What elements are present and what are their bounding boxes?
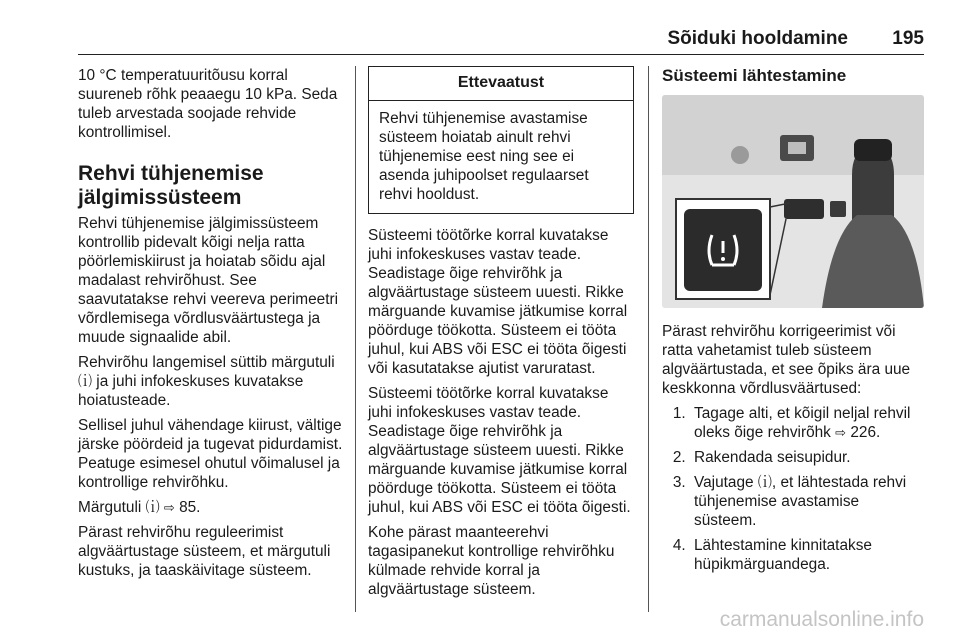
column-middle [368,66,634,605]
paragraph-warning-light [78,353,346,410]
reset-steps-list [662,404,924,574]
paragraph-system-description: Rehvi tühjenemise jälgimissüsteem kontrollib pidevalt kõigi nelja ratta pöörlemiskiirust ja hoiatab sõidu ajal madalast rehvirõhust. See saavutatakse rehvi veereva perimeetri võrdlemisega võrdlusväärtustega ja muude signaalide abil. [78,215,339,346]
watermark: carmanualsonline.info [719,608,924,631]
list-item: 4. Lähtestamine kinnitatakse hüpikmärguandega. [690,536,924,574]
column-right [662,66,924,580]
tpms-warning-icon: ⒤ [78,373,92,389]
column-left [78,66,346,586]
list-item [690,404,924,442]
page-header [78,28,924,55]
text-fragment: , et lähtestada rehvi tühjenemise avastamise süsteem. [694,474,907,529]
tpms-button-photo [662,95,924,308]
caution-title: Ettevaatust [369,67,633,101]
text-fragment: Vajutage [694,474,754,491]
text-fragment: Märgutuli [78,499,142,516]
caution-box [368,66,634,214]
paragraph-reset-intro: Pärast rehvirõhu korrigeerimist või ratta vahetamist tuleb süsteem algväärtustada, et see õpiks ära uue keskkonna võrdlusväärtused: [662,323,911,397]
paragraph-malfunction-repeat: Süsteemi töötõrke korral kuvatakse juhi infokeskuses vastav teade. Seadistage õige rehvirõhk ja algväärtustage süsteem uuesti. Rikke märguande kuvamise jätkumise korral pöörduge töökotta. Süsteem ei tööta juhul, kui ABS või ESC ei tööta õigesti. [368,385,631,516]
tpms-warning-icon: ⒤ [145,499,160,515]
column-divider [648,66,649,612]
section-heading: Rehvi tühjenemise jälgimissüsteem [78,162,264,209]
column-divider [355,66,356,612]
paragraph-reset: Pärast rehvirõhu reguleerimist algväärtustage süsteem, et märgutuli kustuks, ja taaskäivitage süsteem. [78,524,331,579]
page-reference-arrow-icon: ⇨ [835,425,847,440]
page-reference: 85. [179,499,201,516]
paragraph-road-tyre: Kohe pärast maanteerehvi tagasipanekut kontrollige rehvirõhku külmade rehvide korral ja algväärtustage süsteem. [368,524,615,598]
tpms-warning-icon: ⒤ [757,474,772,490]
page-reference: 226. [850,424,881,441]
subsection-heading: Süsteemi lähtestamine [662,66,847,85]
caution-text: Rehvi tühjenemise avastamise süsteem hoiatab ainult rehvi tühjenemise eest ning see ei asenda juhipoolset regulaarset rehvi hooldust. [379,110,589,203]
intro-paragraph: 10 °C temperatuuritõusu korral suureneb rõhk peaaegu 10 kPa. Seda tuleb arvestada soojade rehvide kontrollimisel. [78,67,338,141]
list-item: 2. Rakendada seisupidur. [690,448,924,467]
text-fragment: ja juhi infokeskuses kuvatakse hoiatusteade. [78,373,304,409]
paragraph-malfunction: Süsteemi töötõrke korral kuvatakse juhi infokeskuses vastav teade. Seadistage õige rehvirõhk ja algväärtustage süsteem uuesti. Rikke märguande kuvamise jätkumise korral pöörduge töökotta. Süsteem ei tööta juhul, kui ABS või ESC ei tööta õigesti või kasutatakse ajutist varuratast. [368,227,628,377]
paragraph-action: Sellisel juhul vähendage kiirust, vältige järske pöördeid ja tugevat pidurdamist. Peatuge esimesel ohutul võimalusel ja kontrollige rehvirõhku. [78,417,343,491]
paragraph-reference [78,498,346,517]
text-fragment: Rehvirõhu langemisel süttib märgutuli [78,354,335,371]
page-number: 195 [892,28,924,49]
page-reference-arrow-icon: ⇨ [163,500,175,515]
list-item [690,473,924,530]
section-title: Sõiduki hooldamine [667,28,848,49]
text-fragment: Tagage alti, et kõigil neljal rehvil oleks õige rehvirõhk [694,405,911,441]
